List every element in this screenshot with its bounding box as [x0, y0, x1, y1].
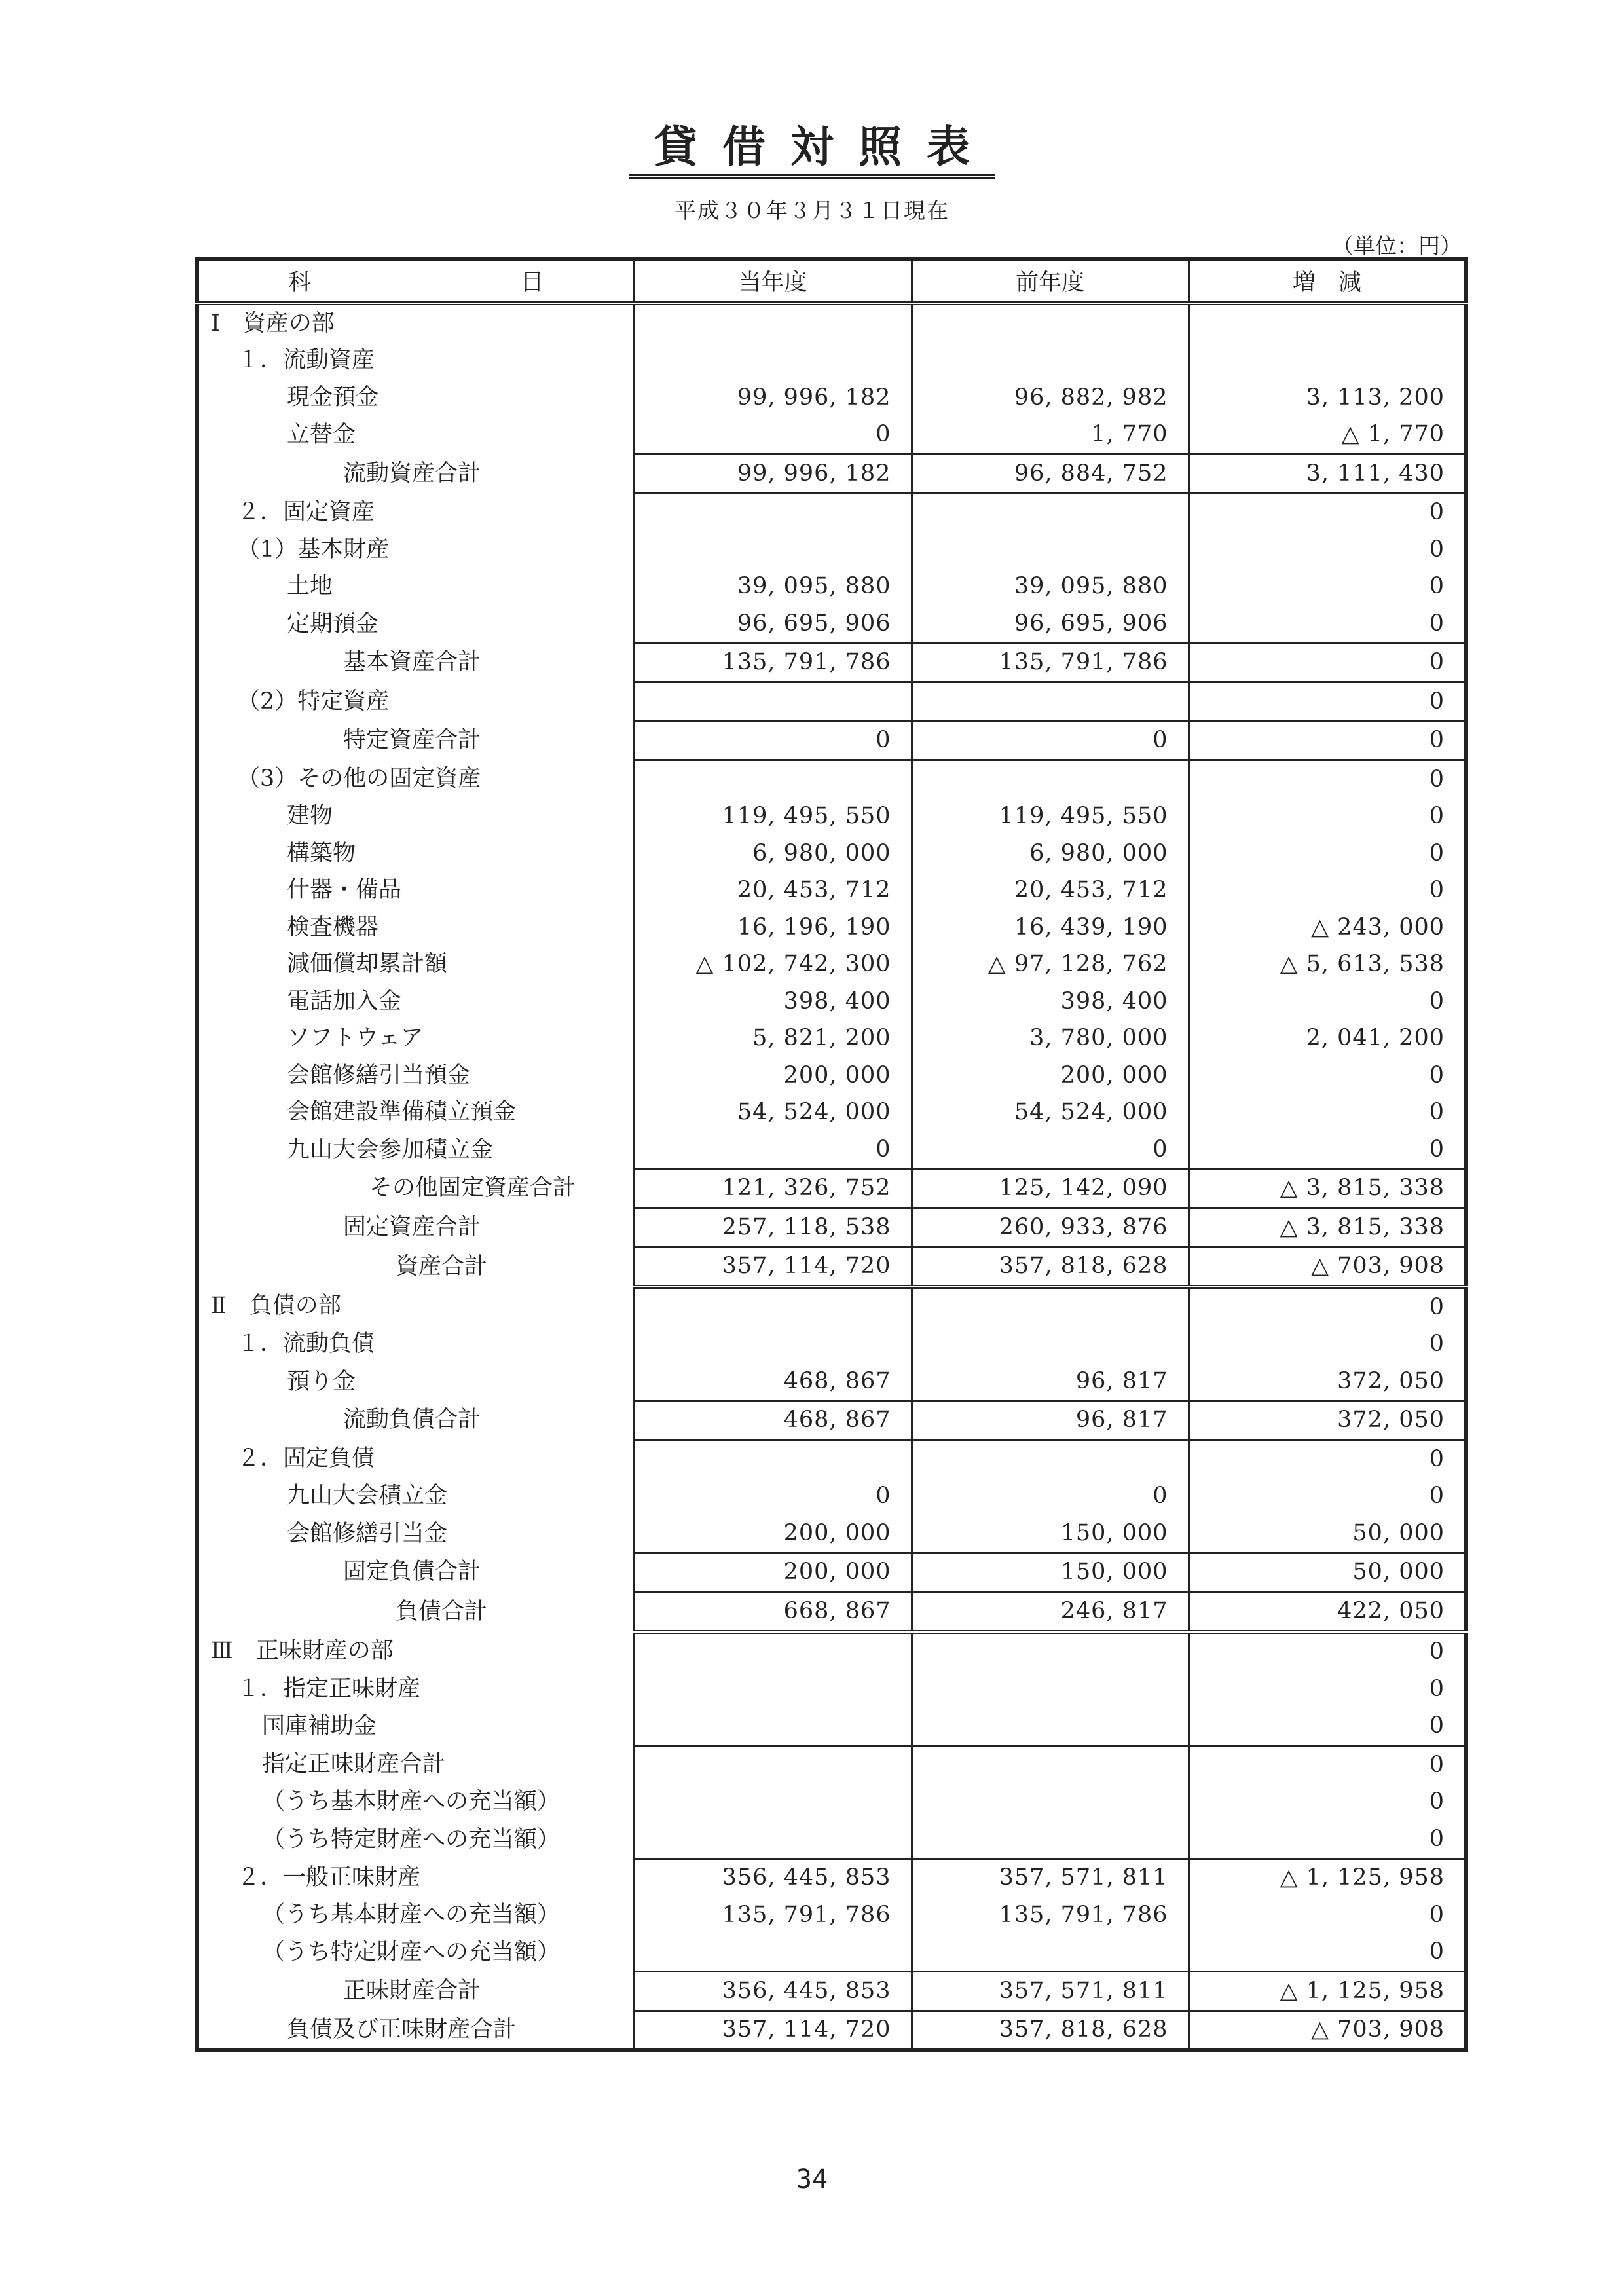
- row-label: 預り金: [197, 1363, 634, 1401]
- table-row: [197, 379, 1466, 417]
- change-value: 422, 050: [1189, 1592, 1466, 1632]
- previous-year-value: 96, 884, 752: [912, 454, 1189, 494]
- row-label: ２．固定資産: [197, 493, 634, 531]
- previous-year-value: 135, 791, 786: [912, 643, 1189, 682]
- current-year-value: 468, 867: [634, 1401, 912, 1440]
- change-value: 0: [1189, 1934, 1466, 1972]
- current-year-value: △ 102, 742, 300: [634, 946, 912, 984]
- previous-year-value: 0: [912, 1131, 1189, 1169]
- table-row: [197, 531, 1466, 568]
- row-label: 指定正味財産合計: [197, 1746, 634, 1784]
- previous-year-value: 20, 453, 712: [912, 872, 1189, 910]
- current-year-value: 668, 867: [634, 1592, 912, 1632]
- previous-year-value: [912, 343, 1189, 380]
- change-value: 0: [1189, 1746, 1466, 1784]
- change-value: 3, 113, 200: [1189, 379, 1466, 417]
- header-subject: 科 目: [197, 259, 634, 303]
- row-label: （3）その他の固定資産: [197, 760, 634, 798]
- row-label: 什器・備品: [197, 872, 634, 910]
- current-year-value: [634, 760, 912, 798]
- change-value: 0: [1189, 1708, 1466, 1746]
- row-label: 固定資産合計: [197, 1208, 634, 1248]
- previous-year-value: 357, 818, 628: [912, 2010, 1189, 2050]
- table-row: [197, 682, 1466, 722]
- current-year-value: [634, 343, 912, 380]
- current-year-value: 200, 000: [634, 1057, 912, 1094]
- previous-year-value: 125, 142, 090: [912, 1169, 1189, 1208]
- current-year-value: [634, 1671, 912, 1708]
- change-value: △ 3, 815, 338: [1189, 1208, 1466, 1248]
- previous-year-value: △ 97, 128, 762: [912, 946, 1189, 984]
- row-label: （うち基本財産への充当額）: [197, 1897, 634, 1934]
- current-year-value: [634, 531, 912, 568]
- previous-year-value: [912, 303, 1189, 343]
- table-row: [197, 1746, 1466, 1784]
- row-label: 検査機器: [197, 909, 634, 946]
- current-year-value: [634, 1708, 912, 1746]
- current-year-value: 356, 445, 853: [634, 1972, 912, 2011]
- change-value: △ 5, 613, 538: [1189, 946, 1466, 984]
- previous-year-value: 260, 933, 876: [912, 1208, 1189, 1248]
- current-year-value: 0: [634, 1131, 912, 1169]
- current-year-value: 0: [634, 721, 912, 760]
- table-row: [197, 303, 1466, 343]
- current-year-value: 99, 996, 182: [634, 454, 912, 494]
- current-year-value: 357, 114, 720: [634, 1247, 912, 1287]
- document-date: 平成３０年３月３１日現在: [674, 198, 950, 223]
- table-row: [197, 1020, 1466, 1058]
- row-label: 九山大会参加積立金: [197, 1131, 634, 1169]
- previous-year-value: 96, 882, 982: [912, 379, 1189, 417]
- change-value: 0: [1189, 1440, 1466, 1478]
- previous-year-value: 357, 571, 811: [912, 1972, 1189, 2011]
- table-row: [197, 493, 1466, 531]
- table-row: [197, 1972, 1466, 2011]
- change-value: 0: [1189, 1784, 1466, 1821]
- change-value: 0: [1189, 798, 1466, 836]
- current-year-value: 468, 867: [634, 1363, 912, 1401]
- previous-year-value: [912, 760, 1189, 798]
- current-year-value: 54, 524, 000: [634, 1094, 912, 1132]
- table-row: [197, 872, 1466, 910]
- current-year-value: [634, 1746, 912, 1784]
- row-label: 立替金: [197, 417, 634, 454]
- table-row: [197, 568, 1466, 606]
- previous-year-value: 6, 980, 000: [912, 835, 1189, 872]
- current-year-value: 5, 821, 200: [634, 1020, 912, 1058]
- previous-year-value: [912, 1440, 1189, 1478]
- table-row: [197, 1440, 1466, 1478]
- table-row: [197, 1169, 1466, 1208]
- table-row: [197, 1553, 1466, 1592]
- change-value: 372, 050: [1189, 1401, 1466, 1440]
- change-value: 0: [1189, 1057, 1466, 1094]
- current-year-value: [634, 1632, 912, 1671]
- change-value: 0: [1189, 682, 1466, 722]
- row-label: 負債合計: [197, 1592, 634, 1632]
- row-label: 現金預金: [197, 379, 634, 417]
- current-year-value: 39, 095, 880: [634, 568, 912, 606]
- change-value: 372, 050: [1189, 1363, 1466, 1401]
- row-label: 基本資産合計: [197, 643, 634, 682]
- table-row: [197, 1208, 1466, 1248]
- previous-year-value: [912, 682, 1189, 722]
- table-row: [197, 909, 1466, 946]
- current-year-value: 200, 000: [634, 1553, 912, 1592]
- table-row: [197, 1247, 1466, 1287]
- current-year-value: 135, 791, 786: [634, 643, 912, 682]
- table-header-row: [197, 259, 1466, 303]
- current-year-value: 200, 000: [634, 1515, 912, 1553]
- change-value: 0: [1189, 1287, 1466, 1326]
- row-label: 資産合計: [197, 1247, 634, 1287]
- row-label: （1）基本財産: [197, 531, 634, 568]
- current-year-value: [634, 682, 912, 722]
- previous-year-value: 246, 817: [912, 1592, 1189, 1632]
- table-row: [197, 1632, 1466, 1671]
- table-row: [197, 1897, 1466, 1934]
- change-value: 0: [1189, 568, 1466, 606]
- row-label: ２．固定負債: [197, 1440, 634, 1478]
- previous-year-value: [912, 1708, 1189, 1746]
- previous-year-value: 357, 571, 811: [912, 1859, 1189, 1897]
- table-row: [197, 835, 1466, 872]
- row-label: 土地: [197, 568, 634, 606]
- current-year-value: 121, 326, 752: [634, 1169, 912, 1208]
- change-value: 0: [1189, 1632, 1466, 1671]
- previous-year-value: 3, 780, 000: [912, 1020, 1189, 1058]
- table-row: [197, 1131, 1466, 1169]
- row-label: （2）特定資産: [197, 682, 634, 722]
- current-year-value: 6, 980, 000: [634, 835, 912, 872]
- current-year-value: 135, 791, 786: [634, 1897, 912, 1934]
- change-value: △ 1, 125, 958: [1189, 1859, 1466, 1897]
- current-year-value: 0: [634, 417, 912, 454]
- change-value: △ 703, 908: [1189, 2010, 1466, 2050]
- change-value: 0: [1189, 1131, 1466, 1169]
- previous-year-value: [912, 1632, 1189, 1671]
- current-year-value: 119, 495, 550: [634, 798, 912, 836]
- current-year-value: 356, 445, 853: [634, 1859, 912, 1897]
- table-row: [197, 643, 1466, 682]
- previous-year-value: [912, 531, 1189, 568]
- table-row: [197, 605, 1466, 643]
- current-year-value: 257, 118, 538: [634, 1208, 912, 1248]
- change-value: △ 243, 000: [1189, 909, 1466, 946]
- change-value: 0: [1189, 1821, 1466, 1859]
- table-row: [197, 2010, 1466, 2050]
- previous-year-value: 150, 000: [912, 1515, 1189, 1553]
- current-year-value: [634, 303, 912, 343]
- previous-year-value: [912, 1671, 1189, 1708]
- row-label: 特定資産合計: [197, 721, 634, 760]
- row-label: その他固定資産合計: [197, 1169, 634, 1208]
- row-label: １．流動負債: [197, 1326, 634, 1363]
- previous-year-value: 150, 000: [912, 1553, 1189, 1592]
- row-label: 負債及び正味財産合計: [197, 2010, 634, 2050]
- row-label: 流動資産合計: [197, 454, 634, 494]
- change-value: 0: [1189, 531, 1466, 568]
- previous-year-value: 1, 770: [912, 417, 1189, 454]
- row-label: 正味財産合計: [197, 1972, 634, 2011]
- row-label: 国庫補助金: [197, 1708, 634, 1746]
- change-value: [1189, 343, 1466, 380]
- table-row: [197, 1478, 1466, 1515]
- previous-year-value: 54, 524, 000: [912, 1094, 1189, 1132]
- change-value: 0: [1189, 1478, 1466, 1515]
- previous-year-value: [912, 493, 1189, 531]
- table-row: [197, 1671, 1466, 1708]
- table-row: [197, 1708, 1466, 1746]
- previous-year-value: [912, 1934, 1189, 1972]
- change-value: 0: [1189, 1094, 1466, 1132]
- previous-year-value: 0: [912, 721, 1189, 760]
- current-year-value: 0: [634, 1478, 912, 1515]
- row-label: 会館建設準備積立預金: [197, 1094, 634, 1132]
- document-title: 貸借対照表: [0, 126, 1624, 179]
- current-year-value: [634, 1440, 912, 1478]
- previous-year-value: 357, 818, 628: [912, 1247, 1189, 1287]
- table-row: [197, 1326, 1466, 1363]
- row-label: １．流動資産: [197, 343, 634, 380]
- current-year-value: 398, 400: [634, 983, 912, 1020]
- table-row: [197, 1057, 1466, 1094]
- current-year-value: [634, 493, 912, 531]
- row-label: 定期預金: [197, 605, 634, 643]
- current-year-value: 16, 196, 190: [634, 909, 912, 946]
- row-label: ソフトウェア: [197, 1020, 634, 1058]
- change-value: 0: [1189, 835, 1466, 872]
- change-value: △ 1, 125, 958: [1189, 1972, 1466, 2011]
- previous-year-value: [912, 1784, 1189, 1821]
- row-label: １．指定正味財産: [197, 1671, 634, 1708]
- current-year-value: [634, 1287, 912, 1326]
- table-row: [197, 417, 1466, 454]
- change-value: 0: [1189, 1671, 1466, 1708]
- row-label: ２．一般正味財産: [197, 1859, 634, 1897]
- change-value: △ 1, 770: [1189, 417, 1466, 454]
- row-label: 減価償却累計額: [197, 946, 634, 984]
- row-label: Ⅲ 正味財産の部: [197, 1632, 634, 1671]
- table-row: [197, 1363, 1466, 1401]
- table-row: [197, 1784, 1466, 1821]
- table-row: [197, 1592, 1466, 1632]
- row-label: Ⅰ 資産の部: [197, 303, 634, 343]
- row-label: 会館修繕引当金: [197, 1515, 634, 1553]
- previous-year-value: 398, 400: [912, 983, 1189, 1020]
- row-label: 会館修繕引当預金: [197, 1057, 634, 1094]
- unit-label: （単位：円）: [1332, 233, 1462, 259]
- previous-year-value: 119, 495, 550: [912, 798, 1189, 836]
- change-value: 0: [1189, 721, 1466, 760]
- row-label: 流動負債合計: [197, 1401, 634, 1440]
- current-year-value: [634, 1326, 912, 1363]
- change-value: 0: [1189, 872, 1466, 910]
- previous-year-value: 96, 817: [912, 1401, 1189, 1440]
- previous-year-value: [912, 1821, 1189, 1859]
- change-value: 3, 111, 430: [1189, 454, 1466, 494]
- current-year-value: 20, 453, 712: [634, 872, 912, 910]
- previous-year-value: 39, 095, 880: [912, 568, 1189, 606]
- table-row: [197, 1401, 1466, 1440]
- previous-year-value: 135, 791, 786: [912, 1897, 1189, 1934]
- current-year-value: [634, 1934, 912, 1972]
- balance-sheet-table: [195, 257, 1468, 2052]
- previous-year-value: 0: [912, 1478, 1189, 1515]
- change-value: 0: [1189, 493, 1466, 531]
- row-label: 固定負債合計: [197, 1553, 634, 1592]
- table-row: [197, 1934, 1466, 1972]
- change-value: 0: [1189, 1897, 1466, 1934]
- change-value: 0: [1189, 605, 1466, 643]
- previous-year-value: 16, 439, 190: [912, 909, 1189, 946]
- previous-year-value: [912, 1287, 1189, 1326]
- row-label: Ⅱ 負債の部: [197, 1287, 634, 1326]
- row-label: （うち基本財産への充当額）: [197, 1784, 634, 1821]
- header-previous-year: 前年度: [912, 259, 1189, 303]
- previous-year-value: [912, 1326, 1189, 1363]
- table-row: [197, 1094, 1466, 1132]
- table-row: [197, 454, 1466, 494]
- table-row: [197, 1821, 1466, 1859]
- header-change: 増 減: [1189, 259, 1466, 303]
- table-row: [197, 1515, 1466, 1553]
- change-value: 0: [1189, 760, 1466, 798]
- table-row: [197, 983, 1466, 1020]
- change-value: △ 703, 908: [1189, 1247, 1466, 1287]
- table-row: [197, 798, 1466, 836]
- current-year-value: 96, 695, 906: [634, 605, 912, 643]
- change-value: [1189, 303, 1466, 343]
- row-label: （うち特定財産への充当額）: [197, 1821, 634, 1859]
- table-row: [197, 1859, 1466, 1897]
- change-value: 0: [1189, 1326, 1466, 1363]
- row-label: （うち特定財産への充当額）: [197, 1934, 634, 1972]
- current-year-value: 357, 114, 720: [634, 2010, 912, 2050]
- table-row: [197, 721, 1466, 760]
- row-label: 電話加入金: [197, 983, 634, 1020]
- row-label: 構築物: [197, 835, 634, 872]
- page-number: 34: [796, 2164, 828, 2194]
- previous-year-value: 96, 695, 906: [912, 605, 1189, 643]
- change-value: 50, 000: [1189, 1515, 1466, 1553]
- change-value: 2, 041, 200: [1189, 1020, 1466, 1058]
- change-value: 50, 000: [1189, 1553, 1466, 1592]
- row-label: 九山大会積立金: [197, 1478, 634, 1515]
- row-label: 建物: [197, 798, 634, 836]
- header-current-year: 当年度: [634, 259, 912, 303]
- change-value: 0: [1189, 643, 1466, 682]
- previous-year-value: 96, 817: [912, 1363, 1189, 1401]
- current-year-value: [634, 1821, 912, 1859]
- current-year-value: [634, 1784, 912, 1821]
- previous-year-value: 200, 000: [912, 1057, 1189, 1094]
- previous-year-value: [912, 1746, 1189, 1784]
- table-row: [197, 1287, 1466, 1326]
- table-row: [197, 946, 1466, 984]
- change-value: △ 3, 815, 338: [1189, 1169, 1466, 1208]
- current-year-value: 99, 996, 182: [634, 379, 912, 417]
- change-value: 0: [1189, 983, 1466, 1020]
- table-row: [197, 760, 1466, 798]
- table-row: [197, 343, 1466, 380]
